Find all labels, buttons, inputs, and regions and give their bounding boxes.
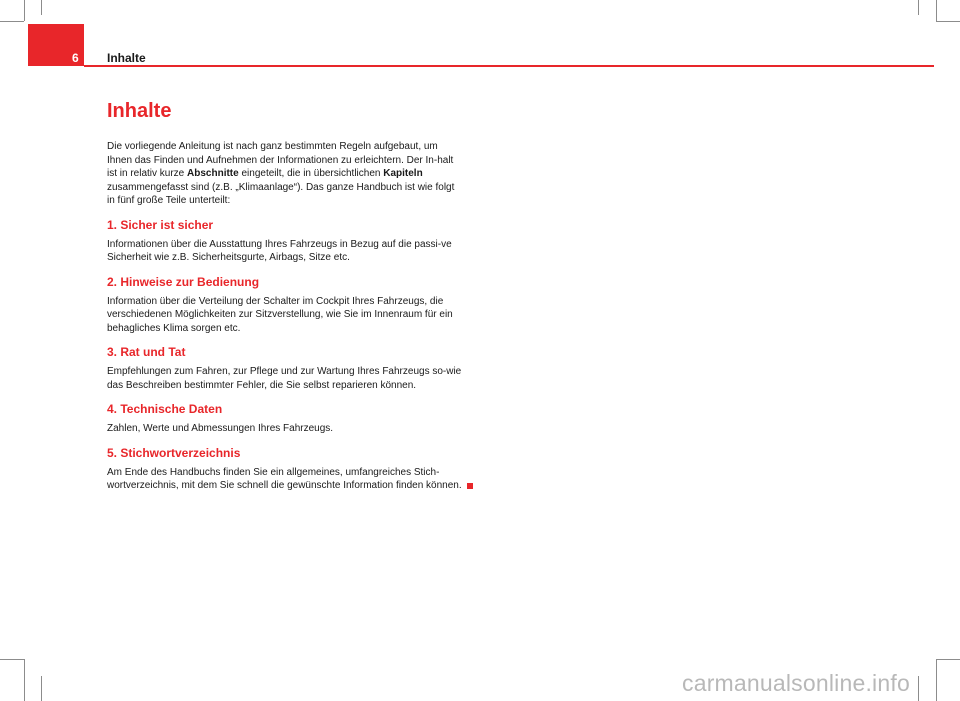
section-heading: 4. Technische Daten: [107, 402, 223, 416]
page-title: Inhalte: [107, 100, 172, 122]
section-heading: 3. Rat und Tat: [107, 345, 186, 359]
section-text: Zahlen, Werte und Abmessungen Ihres Fahrzeugs.: [107, 423, 334, 434]
intro-bold-term: Kapiteln: [383, 168, 423, 179]
intro-paragraph: [107, 140, 463, 208]
intro-text: zusammengefasst sind (z.B. „Klimaanlage“). Das ganze Handbuch ist wie folgt in fünf große Teile unterteilt:: [107, 181, 455, 206]
main-content: [107, 98, 463, 493]
intro-bold-term: Abschnitte: [187, 168, 239, 179]
section-heading: 1. Sicher ist sicher: [107, 217, 214, 232]
watermark: carmanualsonline.info: [682, 670, 910, 696]
crop-mark: [41, 0, 42, 15]
crop-mark: [936, 659, 960, 660]
running-header-title: Inhalte: [107, 51, 146, 65]
section-text: Empfehlungen zum Fahren, zur Pflege und zur Wartung Ihres Fahrzeugs so-wie das Beschreiben bestimmter Fehler, die Sie selbst reparieren können.: [107, 366, 462, 391]
section-text: Am Ende des Handbuchs finden Sie ein allgemeines, umfangreiches Stich-wortverzeichnis, mit dem Sie schnell die gewünschte Information finden können.: [107, 466, 462, 491]
section-text: Informationen über die Ausstattung Ihres Fahrzeugs in Bezug auf die passi-ve Sicherheit wie z.B. Sicherheitsgurte, Airbags, Sitze etc.: [107, 238, 452, 263]
crop-mark: [936, 659, 937, 701]
section-heading: 2. Hinweise zur Bedienung: [107, 274, 260, 289]
crop-mark: [41, 676, 42, 701]
crop-mark: [918, 676, 919, 701]
crop-mark: [936, 0, 937, 21]
crop-mark: [24, 0, 25, 21]
section-text: Information über die Verteilung der Schalter im Cockpit Ihres Fahrzeugs, die verschiedenen Möglichkeiten zur Sitzverstellung, wie Sie im Innenraum für ein behagliches Klima sorgen etc.: [107, 295, 453, 334]
page-number: 6: [72, 51, 79, 65]
header-divider: [84, 65, 934, 67]
crop-mark: [24, 659, 25, 701]
end-of-section-marker: [467, 483, 473, 489]
crop-mark: [918, 0, 919, 15]
section-heading: 5. Stichwortverzeichnis: [107, 445, 241, 460]
crop-mark: [0, 659, 24, 660]
crop-mark: [936, 21, 960, 22]
intro-text: eingeteilt, die in übersichtlichen: [238, 168, 384, 179]
intro-text: Die vorliegende Anleitung ist nach ganz bestimmten Regeln aufgebaut, um Ihnen das Finden und Aufnehmen der Informationen zu erleichtern. Der In-halt ist in relativ kurze: [107, 141, 454, 179]
crop-mark: [0, 21, 24, 22]
